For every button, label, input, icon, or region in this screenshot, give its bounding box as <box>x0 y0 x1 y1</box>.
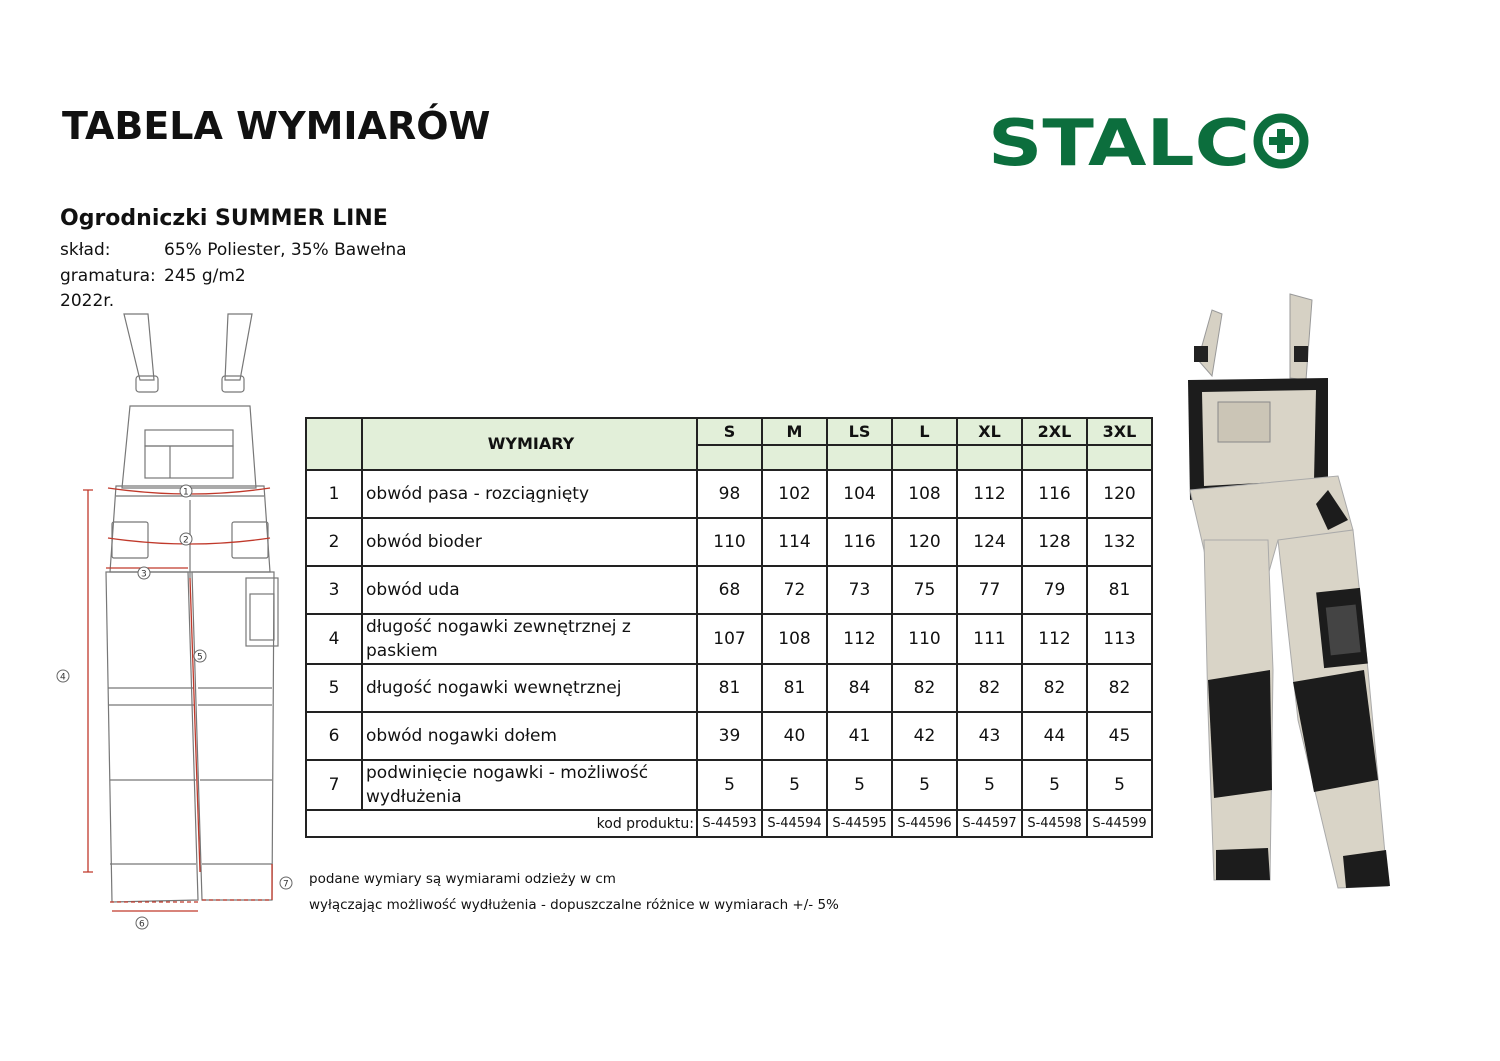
table-cell: 68 <box>697 566 762 614</box>
svg-text:STALC: STALC <box>988 112 1250 170</box>
product-code-row <box>306 810 1152 837</box>
marker-3: 3 <box>141 569 147 580</box>
product-code: S-44594 <box>762 810 827 837</box>
marker-1: 1 <box>183 487 189 498</box>
header-empty-cell <box>306 418 362 470</box>
table-cell: 72 <box>762 566 827 614</box>
table-cell: 77 <box>957 566 1022 614</box>
subheader-cell <box>892 445 957 470</box>
row-label: długość nogawki zewnętrznej z paskiem <box>362 614 697 664</box>
product-name: Ogrodniczki SUMMER LINE <box>60 206 388 231</box>
table-cell: 5 <box>892 760 957 810</box>
table-cell: 75 <box>892 566 957 614</box>
row-number: 5 <box>306 664 362 712</box>
table-cell: 108 <box>762 614 827 664</box>
product-code: S-44598 <box>1022 810 1087 837</box>
table-cell: 45 <box>1087 712 1152 760</box>
size-header: XL <box>957 418 1022 445</box>
product-code: S-44595 <box>827 810 892 837</box>
table-cell: 110 <box>697 518 762 566</box>
table-cell: 41 <box>827 712 892 760</box>
marker-6: 6 <box>139 919 145 930</box>
table-cell: 120 <box>892 518 957 566</box>
row-number: 7 <box>306 760 362 810</box>
row-label: podwinięcie nogawki - możliwość wydłużenia <box>362 760 697 810</box>
weight-value: 245 g/m2 <box>164 266 246 286</box>
size-header: 3XL <box>1087 418 1152 445</box>
table-cell: 113 <box>1087 614 1152 664</box>
overalls-technical-drawing <box>50 310 300 935</box>
table-cell: 128 <box>1022 518 1087 566</box>
table-cell: 81 <box>697 664 762 712</box>
overalls-product-photo <box>1178 290 1403 890</box>
table-row <box>306 712 1152 760</box>
size-header: S <box>697 418 762 445</box>
table-row <box>306 614 1152 664</box>
size-header: L <box>892 418 957 445</box>
table-cell: 5 <box>1022 760 1087 810</box>
weight-label: gramatura: <box>60 266 156 286</box>
subheader-cell <box>1087 445 1152 470</box>
row-label: długość nogawki wewnętrznej <box>362 664 697 712</box>
product-code: S-44593 <box>697 810 762 837</box>
table-cell: 39 <box>697 712 762 760</box>
table-header-row <box>306 418 1152 445</box>
stalco-logo <box>988 112 1313 170</box>
table-cell: 82 <box>892 664 957 712</box>
product-code-label: kod produktu: <box>306 810 697 837</box>
weight-row <box>60 266 246 286</box>
table-cell: 104 <box>827 470 892 518</box>
row-label: obwód bioder <box>362 518 697 566</box>
subheader-cell <box>827 445 892 470</box>
header-label: WYMIARY <box>362 418 697 470</box>
year: 2022r. <box>60 291 115 311</box>
table-cell: 84 <box>827 664 892 712</box>
table-cell: 132 <box>1087 518 1152 566</box>
table-cell: 107 <box>697 614 762 664</box>
table-cell: 5 <box>1087 760 1152 810</box>
table-cell: 114 <box>762 518 827 566</box>
size-header: 2XL <box>1022 418 1087 445</box>
table-cell: 44 <box>1022 712 1087 760</box>
note-tolerance: wyłączając możliwość wydłużenia - dopuszczalne różnice w wymiarach +/- 5% <box>309 897 839 913</box>
table-cell: 110 <box>892 614 957 664</box>
table-cell: 40 <box>762 712 827 760</box>
row-number: 4 <box>306 614 362 664</box>
composition-row <box>60 240 407 260</box>
subheader-cell <box>957 445 1022 470</box>
composition-label: skład: <box>60 240 111 260</box>
marker-5: 5 <box>197 652 203 663</box>
table-cell: 108 <box>892 470 957 518</box>
product-code: S-44597 <box>957 810 1022 837</box>
marker-7: 7 <box>283 879 289 890</box>
table-cell: 120 <box>1087 470 1152 518</box>
table-cell: 112 <box>1022 614 1087 664</box>
size-table <box>305 417 1153 838</box>
row-number: 1 <box>306 470 362 518</box>
table-cell: 102 <box>762 470 827 518</box>
subheader-cell <box>1022 445 1087 470</box>
table-cell: 81 <box>1087 566 1152 614</box>
table-cell: 73 <box>827 566 892 614</box>
table-cell: 79 <box>1022 566 1087 614</box>
composition-value: 65% Poliester, 35% Bawełna <box>164 240 407 260</box>
table-cell: 42 <box>892 712 957 760</box>
row-number: 6 <box>306 712 362 760</box>
size-header: M <box>762 418 827 445</box>
table-cell: 82 <box>1022 664 1087 712</box>
product-code: S-44596 <box>892 810 957 837</box>
table-cell: 5 <box>827 760 892 810</box>
product-code: S-44599 <box>1087 810 1152 837</box>
marker-2: 2 <box>183 535 189 546</box>
subheader-cell <box>762 445 827 470</box>
table-cell: 111 <box>957 614 1022 664</box>
table-row <box>306 760 1152 810</box>
table-row <box>306 518 1152 566</box>
row-number: 3 <box>306 566 362 614</box>
table-cell: 5 <box>957 760 1022 810</box>
table-cell: 124 <box>957 518 1022 566</box>
table-row <box>306 566 1152 614</box>
row-number: 2 <box>306 518 362 566</box>
row-label: obwód nogawki dołem <box>362 712 697 760</box>
table-row <box>306 470 1152 518</box>
marker-4: 4 <box>60 672 66 683</box>
table-cell: 5 <box>697 760 762 810</box>
row-label: obwód uda <box>362 566 697 614</box>
table-cell: 98 <box>697 470 762 518</box>
table-cell: 112 <box>957 470 1022 518</box>
table-cell: 116 <box>1022 470 1087 518</box>
table-cell: 112 <box>827 614 892 664</box>
note-units: podane wymiary są wymiarami odzieży w cm <box>309 871 616 887</box>
table-cell: 82 <box>1087 664 1152 712</box>
table-cell: 5 <box>762 760 827 810</box>
subheader-cell <box>697 445 762 470</box>
table-cell: 81 <box>762 664 827 712</box>
table-row <box>306 664 1152 712</box>
table-cell: 82 <box>957 664 1022 712</box>
table-cell: 116 <box>827 518 892 566</box>
size-header: LS <box>827 418 892 445</box>
page-title: TABELA WYMIARÓW <box>62 104 491 148</box>
table-cell: 43 <box>957 712 1022 760</box>
row-label: obwód pasa - rozciągnięty <box>362 470 697 518</box>
